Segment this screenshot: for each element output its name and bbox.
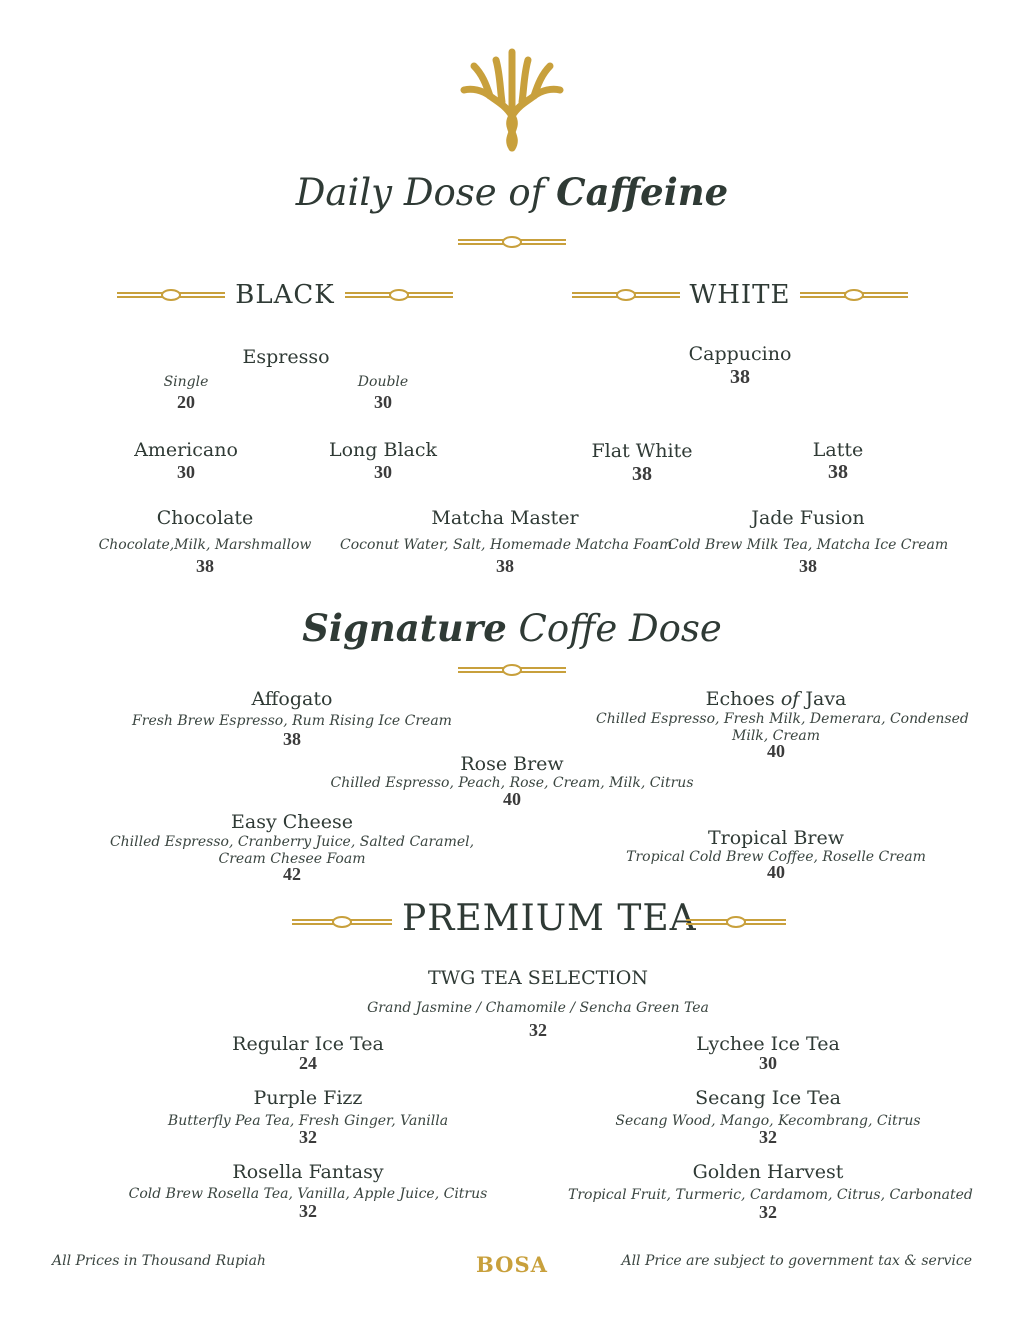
rose-brew-description: Chilled Espresso, Peach, Rose, Cream, Milk, Citrus	[330, 775, 694, 791]
echoes-name-part: Java	[805, 688, 847, 710]
divider-ornament	[458, 664, 566, 676]
menu-item-easy-cheese: Easy Cheese	[231, 811, 353, 833]
menu-item-flat-white: Flat White	[591, 440, 693, 462]
regular-ice-tea-price: 24	[299, 1053, 317, 1073]
signature-title-rest: Coffe Dose	[518, 607, 722, 650]
menu-item-americano: Americano	[134, 439, 238, 461]
matcha-master-price: 38	[496, 556, 514, 576]
secang-ice-tea-description: Secang Wood, Mango, Kecombrang, Citrus	[615, 1113, 921, 1129]
echoes-name-of: of	[780, 688, 800, 710]
divider-ornament	[292, 916, 392, 928]
menu-item-twg-tea-selection: TWG TEA SELECTION	[427, 967, 648, 989]
menu-item-chocolate: Chocolate	[156, 507, 254, 529]
tropical-brew-description: Tropical Cold Brew Coffee, Roselle Cream	[626, 849, 926, 865]
chocolate-description: Chocolate,Milk, Marshmallow	[98, 537, 312, 553]
echoes-price: 40	[767, 741, 785, 761]
section-heading-black: BLACK	[235, 280, 335, 310]
section-heading-white: WHITE	[689, 280, 791, 310]
menu-item-secang-ice-tea: Secang Ice Tea	[695, 1087, 841, 1109]
footer-brand: BOSA	[476, 1252, 548, 1277]
long-black-price: 30	[374, 462, 392, 482]
purple-fizz-description: Butterfly Pea Tea, Fresh Ginger, Vanilla	[167, 1113, 449, 1129]
tropical-brew-price: 40	[767, 862, 785, 882]
jade-fusion-description: Cold Brew Milk Tea, Matcha Ice Cream	[668, 537, 949, 553]
menu-item-espresso: Espresso	[242, 346, 330, 368]
golden-harvest-description: Tropical Fruit, Turmeric, Cardamom, Citrus, Carbonated	[568, 1187, 973, 1203]
menu-item-echoes-of-java	[616, 689, 936, 709]
menu-item-tropical-brew: Tropical Brew	[707, 827, 845, 849]
espresso-single-label: Single	[163, 374, 209, 390]
divider-ornament	[572, 289, 680, 301]
divider-ornament	[458, 236, 566, 248]
menu-item-jade-fusion: Jade Fusion	[751, 507, 865, 529]
twg-description: Grand Jasmine / Chamomile / Sencha Green Tea	[367, 1000, 709, 1016]
espresso-double-label: Double	[357, 374, 409, 390]
affogato-description: Fresh Brew Espresso, Rum Rising Ice Cream	[132, 713, 452, 729]
menu-item-lychee-ice-tea: Lychee Ice Tea	[696, 1033, 840, 1055]
signature-heading	[262, 606, 762, 650]
menu-item-cappucino: Cappucino	[688, 343, 792, 365]
echoes-name-part: Echoes	[705, 688, 775, 710]
golden-harvest-price: 32	[759, 1202, 777, 1222]
menu-item-matcha-master: Matcha Master	[431, 507, 579, 529]
echoes-description-line1: Chilled Espresso, Fresh Milk, Demerara, Condensed	[596, 711, 969, 727]
divider-ornament	[117, 289, 225, 301]
latte-price: 38	[828, 461, 848, 483]
menu-item-long-black: Long Black	[328, 439, 438, 461]
americano-price: 30	[177, 462, 195, 482]
divider-ornament	[800, 289, 908, 301]
menu-item-rosella-fantasy: Rosella Fantasy	[232, 1161, 384, 1183]
easy-cheese-description-line2: Cream Chesee Foam	[218, 851, 366, 867]
tree-logo-icon	[460, 44, 564, 152]
menu-item-regular-ice-tea: Regular Ice Tea	[232, 1033, 384, 1055]
purple-fizz-price: 32	[299, 1127, 317, 1147]
jade-fusion-price: 38	[799, 556, 817, 576]
menu-item-rose-brew: Rose Brew	[460, 753, 564, 775]
echoes-description-line2: Milk, Cream	[732, 728, 820, 744]
divider-ornament	[686, 916, 786, 928]
easy-cheese-price: 42	[283, 864, 301, 884]
twg-price: 32	[529, 1020, 547, 1040]
title-emphasis: Caffeine	[556, 170, 729, 214]
premium-tea-heading: PREMIUM TEA	[402, 898, 697, 939]
menu-item-affogato: Affogato	[251, 688, 333, 710]
affogato-price: 38	[283, 729, 301, 749]
footer-tax-note: All Price are subject to government tax & service	[621, 1253, 972, 1269]
espresso-double-price: 30	[374, 392, 392, 412]
menu-item-purple-fizz: Purple Fizz	[253, 1087, 363, 1109]
cappucino-price: 38	[730, 366, 750, 388]
lychee-ice-tea-price: 30	[759, 1053, 777, 1073]
page-title	[262, 170, 762, 214]
menu-item-latte: Latte	[812, 439, 864, 461]
rose-brew-price: 40	[503, 789, 521, 809]
flat-white-price: 38	[632, 463, 652, 485]
matcha-master-description: Coconut Water, Salt, Homemade Matcha Foam	[340, 537, 673, 553]
footer-price-note: All Prices in Thousand Rupiah	[52, 1253, 266, 1269]
easy-cheese-description-line1: Chilled Espresso, Cranberry Juice, Salted Caramel,	[109, 834, 475, 850]
menu-item-golden-harvest: Golden Harvest	[692, 1161, 844, 1183]
chocolate-price: 38	[196, 556, 214, 576]
divider-ornament	[345, 289, 453, 301]
secang-ice-tea-price: 32	[759, 1127, 777, 1147]
title-prefix: Daily Dose of	[295, 171, 545, 214]
signature-title-emphasis: Signature	[302, 606, 507, 650]
rosella-fantasy-description: Cold Brew Rosella Tea, Vanilla, Apple Juice, Citrus	[128, 1186, 488, 1202]
espresso-single-price: 20	[177, 392, 195, 412]
rosella-fantasy-price: 32	[299, 1201, 317, 1221]
